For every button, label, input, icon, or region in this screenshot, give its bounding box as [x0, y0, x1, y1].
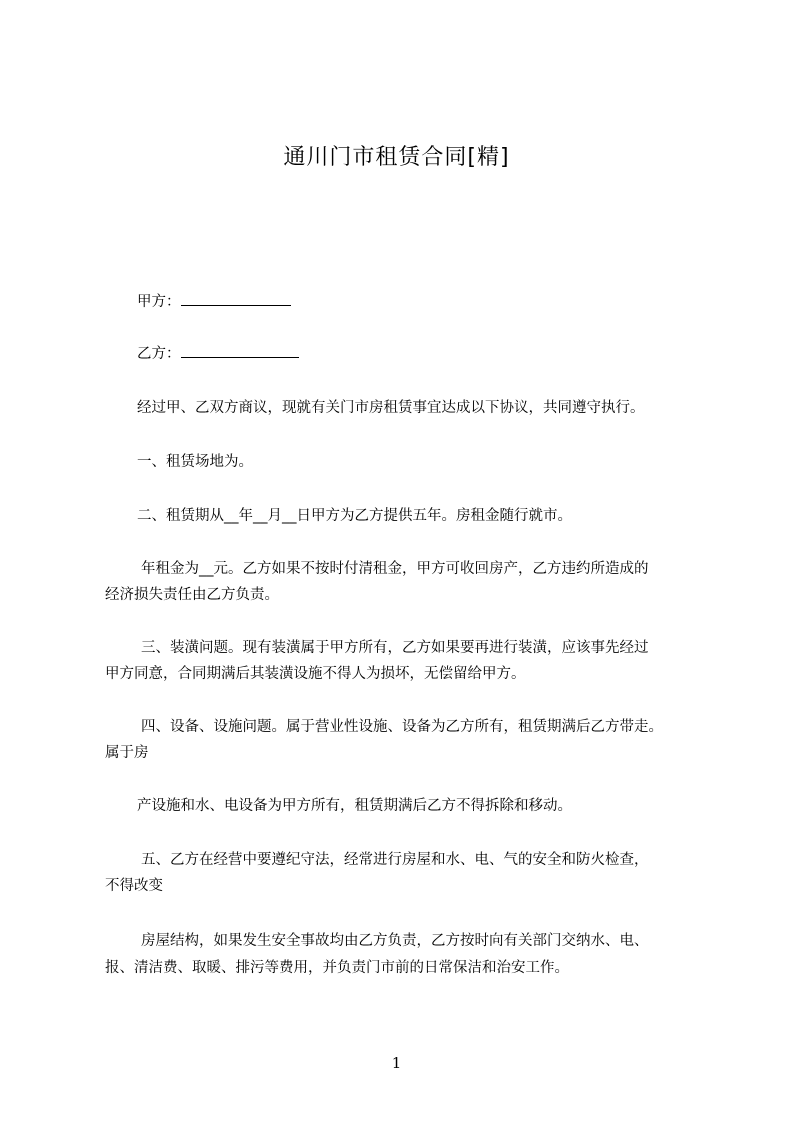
clause-4b: 产设施和水、电设备为甲方所有，租赁期满后乙方不得拆除和移动。	[137, 798, 572, 814]
clause-2b-line-1: 年租金为__元。乙方如果不按时付清租金，甲方可收回房产，乙方违约所造成的	[141, 561, 649, 577]
clause-5b-line-1: 房屋结构，如果发生安全事故均由乙方负责，乙方按时向有关部门交纳水、电、	[141, 933, 649, 949]
clause-3-line-2: 甲方同意，合同期满后其装潢设施不得人为损坏，无偿留给甲方。	[105, 666, 526, 682]
party-b-line	[137, 341, 299, 367]
clause-4-line-2: 属于房	[105, 745, 149, 761]
clause-5-line-2: 不得改变	[105, 878, 163, 894]
page-number: 1	[391, 1054, 402, 1072]
party-a-line	[137, 289, 291, 315]
clause-2: 二、租赁期从__年__月__日甲方为乙方提供五年。房租金随行就市。	[137, 508, 572, 524]
intro-paragraph: 经过甲、乙双方商议，现就有关门市房租赁事宜达成以下协议，共同遵守执行。	[137, 400, 645, 416]
clause-3-line-1: 三、装潢问题。现有装潢属于甲方所有，乙方如果要再进行装潢，应该事先经过	[141, 640, 649, 656]
clause-2b-line-2: 经济损失责任由乙方负责。	[105, 587, 279, 603]
clause-5b-line-2: 报、清洁费、取暖、排污等费用，并负责门市前的日常保洁和治安工作。	[105, 960, 569, 976]
party-b-label: 乙方：	[137, 346, 181, 362]
clause-5-line-1: 五、乙方在经营中要遵纪守法，经常进行房屋和水、电、气的安全和防火检查，	[141, 852, 649, 868]
party-a-blank	[181, 290, 291, 306]
clause-4-line-1: 四、设备、设施问题。属于营业性设施、设备为乙方所有，租赁期满后乙方带走。	[141, 719, 663, 735]
party-a-label: 甲方：	[137, 294, 181, 310]
clause-1: 一、租赁场地为。	[137, 454, 253, 470]
party-b-blank	[181, 342, 299, 358]
document-title: 通川门市租赁合同[精]	[283, 145, 510, 170]
